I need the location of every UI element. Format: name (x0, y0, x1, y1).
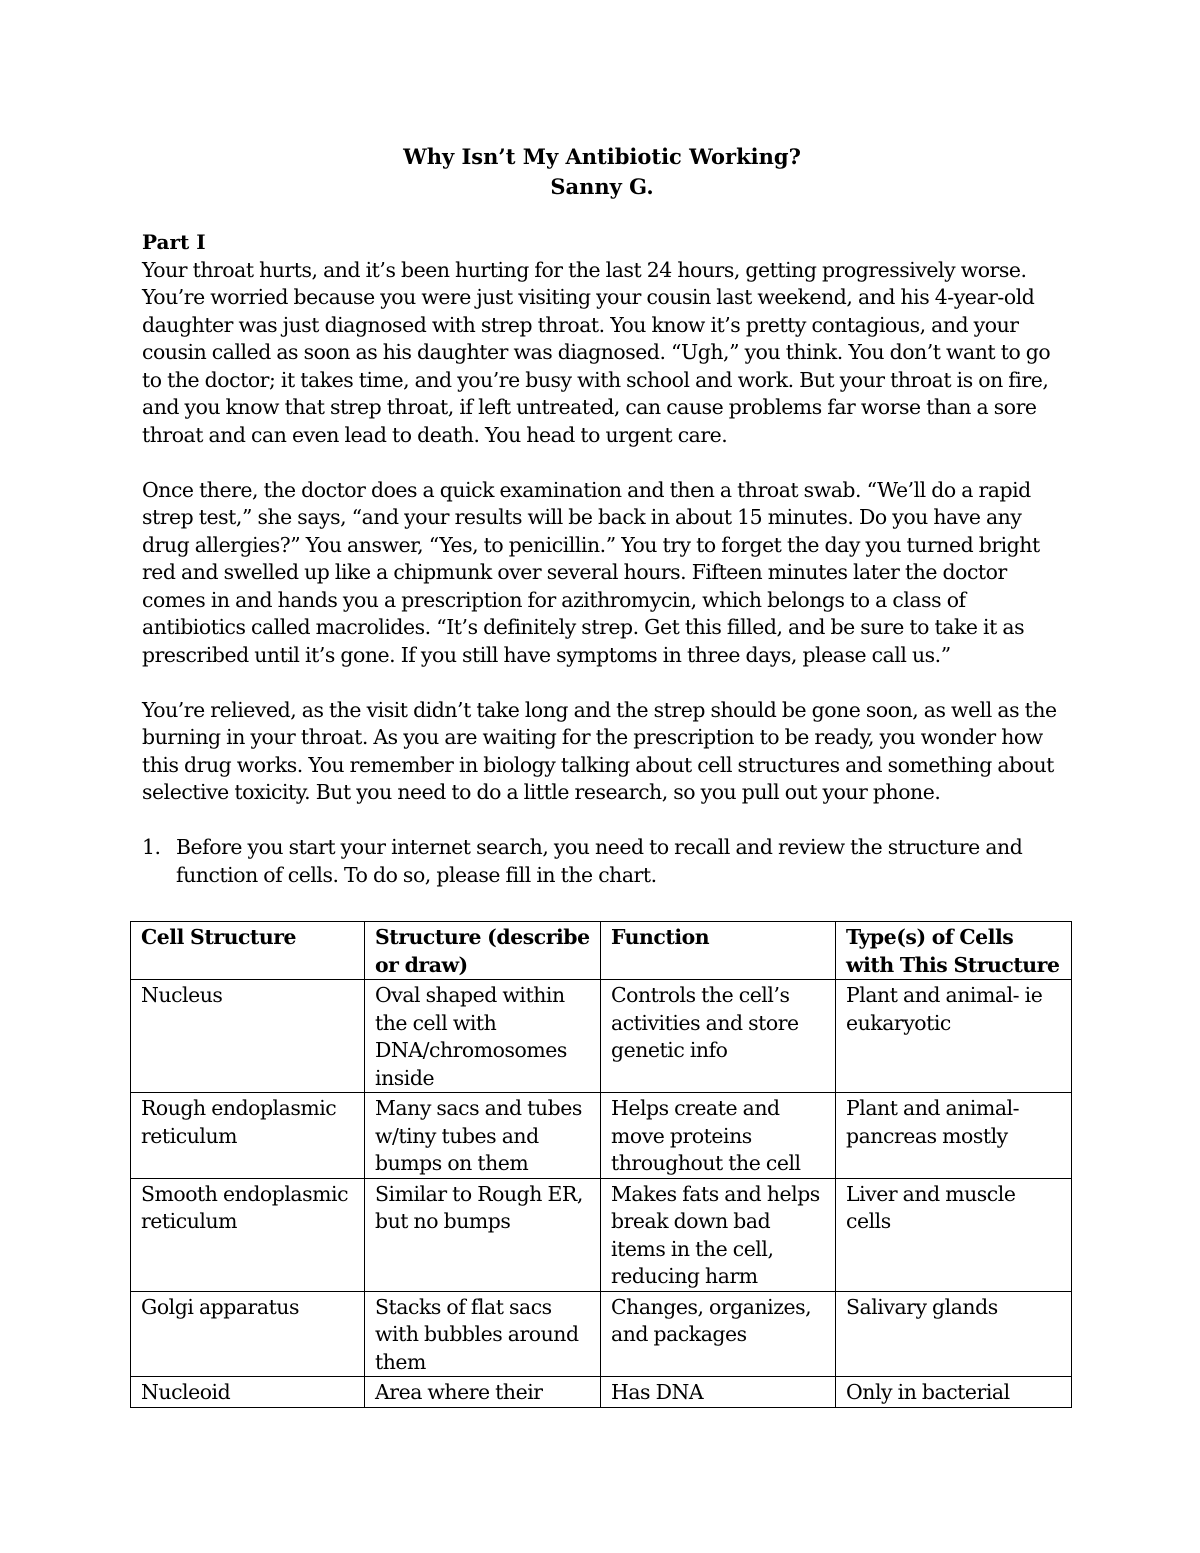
table-cell: Nucleus (131, 980, 365, 1093)
table-cell: Plant and animal- pancreas mostly (836, 1093, 1072, 1179)
table-header-cell: Structure (describe or draw) (365, 922, 601, 980)
table-row (131, 1093, 1072, 1179)
title-block (142, 142, 1062, 202)
table-row (131, 1377, 1072, 1408)
question-number: 1. (142, 835, 161, 859)
table-cell: Rough endoplasmic reticulum (131, 1093, 365, 1179)
question-1 (142, 834, 1062, 889)
table-cell: Oval shaped within the cell with DNA/chromosomes inside (365, 980, 601, 1093)
table-cell: Golgi apparatus (131, 1291, 365, 1377)
table-cell: Stacks of flat sacs with bubbles around them (365, 1291, 601, 1377)
table-cell: Smooth endoplasmic reticulum (131, 1178, 365, 1291)
table-row (131, 980, 1072, 1093)
table-cell: Nucleoid (131, 1377, 365, 1408)
table-cell: Has DNA (601, 1377, 836, 1408)
table-cell: Makes fats and helps break down bad items in the cell, reducing harm (601, 1178, 836, 1291)
paragraph-3: You’re relieved, as the visit didn’t take long and the strep should be gone soon, as well as the burning in your throat. As you are waiting for the prescription to be ready, you wonder how this drug works. You remember in biology talking about cell structures and something about selective toxicity. But you need to do a little research, so you pull out your phone. (142, 697, 1057, 804)
table-cell: Area where their (365, 1377, 601, 1408)
part-heading: Part I (142, 230, 206, 254)
table-cell: Changes, organizes, and packages (601, 1291, 836, 1377)
table-cell: Salivary glands (836, 1291, 1072, 1377)
table-header-cell: Cell Structure (131, 922, 365, 980)
table-cell: Helps create and move proteins throughout the cell (601, 1093, 836, 1179)
document-author: Sanny G. (550, 174, 654, 199)
question-text: Before you start your internet search, you need to recall and review the structure and function of cells. To do so, please fill in the chart. (176, 835, 1023, 887)
table-cell: Liver and muscle cells (836, 1178, 1072, 1291)
paragraph-2: Once there, the doctor does a quick examination and then a throat swab. “We’ll do a rapid strep test,” she says, “and your results will be back in about 15 minutes. Do you have any drug allergies?” You answer, “Yes, to penicillin.” You try to forget the day you turned bright red and swelled up like a chipmunk over several hours. Fifteen minutes later the doctor comes in and hands you a prescription for azithromycin, which belongs to a class of antibiotics called macrolides. “It’s definitely strep. Get this filled, and be sure to take it as prescribed until it’s gone. If you still have symptoms in three days, please call us.” (142, 477, 1040, 667)
document-page (142, 142, 1062, 889)
table-cell: Controls the cell’s activities and store genetic info (601, 980, 836, 1093)
table-header-cell: Function (601, 922, 836, 980)
table-row (131, 1178, 1072, 1291)
table-cell: Only in bacterial (836, 1377, 1072, 1408)
table-row (131, 1291, 1072, 1377)
table-cell: Similar to Rough ER, but no bumps (365, 1178, 601, 1291)
table-cell: Plant and animal- ie eukaryotic (836, 980, 1072, 1093)
document-title: Why Isn’t My Antibiotic Working? (403, 144, 801, 169)
table-header-cell: Type(s) of Cells with This Structure (836, 922, 1072, 980)
paragraph-1: Your throat hurts, and it’s been hurting for the last 24 hours, getting progressively worse. You’re worried because you were just visiting your cousin last weekend, and his 4-year-old daughter was just diagnosed with strep throat. You know it’s pretty contagious, and your cousin called as soon as his daughter was diagnosed. “Ugh,” you think. You don’t want to go to the doctor; it takes time, and you’re busy with school and work. But your throat is on fire, and you know that strep throat, if left untreated, can cause problems far worse than a sore throat and can even lead to death. You head to urgent care. (142, 257, 1051, 447)
table-header-row (131, 922, 1072, 980)
table-cell: Many sacs and tubes w/tiny tubes and bumps on them (365, 1093, 601, 1179)
cell-structure-table (130, 921, 1072, 1408)
